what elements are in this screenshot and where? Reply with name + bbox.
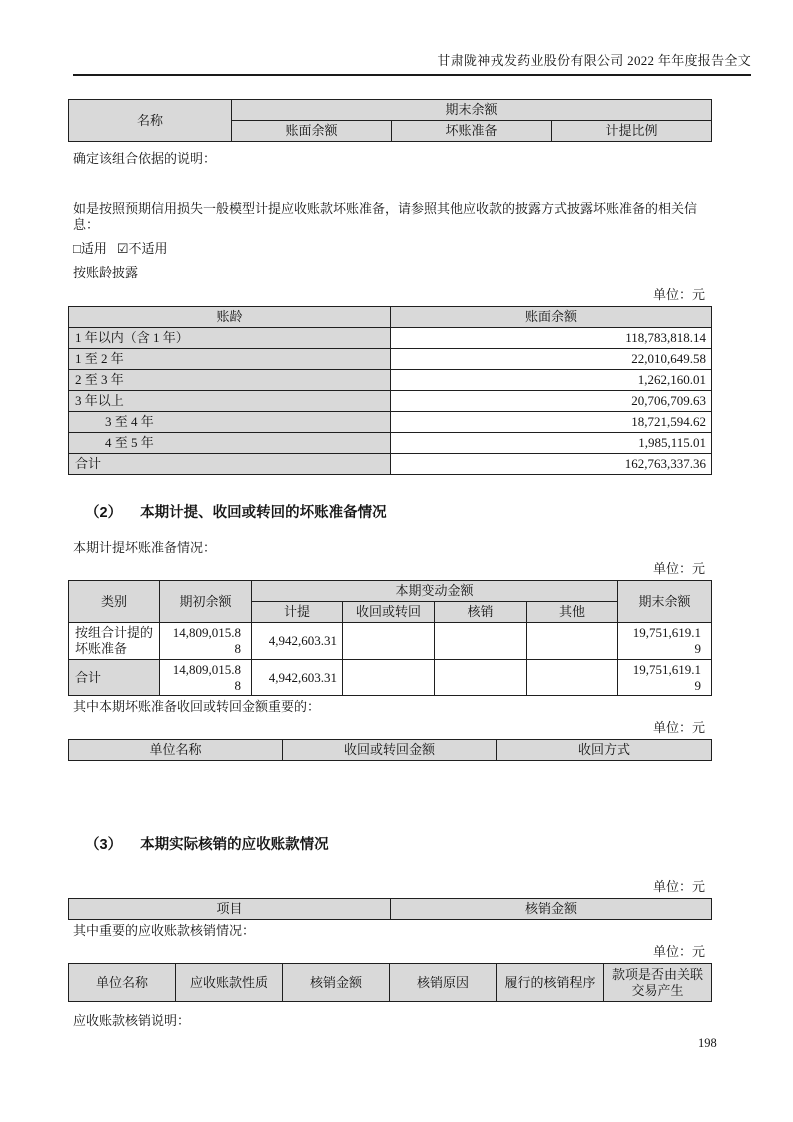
portfolio-name-header: 名称 — [69, 100, 232, 142]
aging-row — [69, 391, 712, 412]
receivable-nature-header: 应收账款性质 — [176, 964, 283, 1002]
provision-recover — [343, 623, 435, 660]
unit-label: 单位：元 — [652, 720, 705, 735]
page-content — [68, 99, 711, 1029]
aging-row-value: 22,010,649.58 — [391, 349, 712, 370]
provision-category: 按组合计提的坏账准备 — [69, 623, 160, 660]
portfolio-basis-note: 确定该组合依据的说明： — [73, 151, 217, 166]
aging-row-value: 18,721,594.62 — [391, 412, 712, 433]
aging-row-value: 1,985,115.01 — [391, 433, 712, 454]
provision-intro-note: 本期计提坏账准备情况： — [73, 540, 217, 555]
not-applicable-checkbox: ☑不适用 — [116, 241, 168, 256]
aging-row-value: 1,262,160.01 — [391, 370, 712, 391]
recovery-table — [68, 739, 712, 761]
provision-other — [527, 623, 618, 660]
provision-closing: 19,751,619.19 — [618, 623, 712, 660]
aging-row — [69, 412, 712, 433]
provision-total-accrual: 4,942,603.31 — [252, 660, 343, 696]
unit-label: 单位：元 — [652, 287, 705, 302]
aging-row-value: 20,706,709.63 — [391, 391, 712, 412]
writeoff-explanation-note: 应收账款核销说明： — [73, 1013, 191, 1028]
aging-row — [69, 349, 712, 370]
category-header: 类别 — [69, 581, 160, 623]
provision-total-opening: 14,809,015.88 — [160, 660, 252, 696]
closing-balance-header: 期末余额 — [618, 581, 712, 623]
writeoff-amount-header: 核销金额 — [391, 899, 712, 920]
aging-row-label: 3 至 4 年 — [69, 412, 391, 433]
applicability-line — [73, 241, 711, 257]
aging-total-label: 合计 — [69, 454, 391, 475]
aging-row-label: 1 年以内（含 1 年） — [69, 328, 391, 349]
important-writeoff-note: 其中重要的应收账款核销情况： — [73, 923, 256, 938]
unit-label: 单位：元 — [652, 944, 705, 959]
provision-total-recover — [343, 660, 435, 696]
unit-label: 单位：元 — [652, 561, 705, 576]
ending-balance-header: 期末余额 — [232, 100, 712, 121]
writeoff-header: 核销 — [435, 602, 527, 623]
important-writeoff-table — [68, 963, 712, 1002]
writeoff-table — [68, 898, 712, 920]
section3-title: 本期实际核销的应收账款情况 — [140, 837, 329, 853]
provision-total-other — [527, 660, 618, 696]
writeoff-procedure-header: 履行的核销程序 — [497, 964, 604, 1002]
page-number: 198 — [698, 1036, 717, 1050]
aging-row — [69, 433, 712, 454]
aging-row-label: 4 至 5 年 — [69, 433, 391, 454]
writeoff-amount-header: 核销金额 — [283, 964, 390, 1002]
provision-writeoff — [435, 623, 527, 660]
provision-total-writeoff — [435, 660, 527, 696]
section3-heading — [85, 833, 711, 854]
aging-row-label: 3 年以上 — [69, 391, 391, 412]
aging-row-value: 118,783,818.14 — [391, 328, 712, 349]
aging-total-value: 162,763,337.36 — [391, 454, 712, 475]
aging-row — [69, 328, 712, 349]
accrual-header: 计提 — [252, 602, 343, 623]
writeoff-reason-header: 核销原因 — [390, 964, 497, 1002]
aging-balance-header: 账面余额 — [391, 307, 712, 328]
aging-disclosure-label: 按账龄披露 — [73, 265, 139, 280]
entity-name-header: 单位名称 — [69, 740, 283, 761]
book-balance-header: 账面余额 — [232, 121, 392, 142]
item-header: 项目 — [69, 899, 391, 920]
recovery-note: 其中本期坏账准备收回或转回金额重要的： — [73, 699, 321, 714]
bad-debt-provision-header: 坏账准备 — [392, 121, 552, 142]
provision-total-closing: 19,751,619.19 — [618, 660, 712, 696]
section2-heading — [85, 501, 711, 522]
provision-row — [69, 623, 712, 660]
related-party-header: 款项是否由关联交易产生 — [604, 964, 712, 1002]
aging-header: 账龄 — [69, 307, 391, 328]
opening-balance-header: 期初余额 — [160, 581, 252, 623]
aging-row-label: 1 至 2 年 — [69, 349, 391, 370]
recovered-amount-header: 收回或转回金额 — [283, 740, 497, 761]
aging-row-label: 2 至 3 年 — [69, 370, 391, 391]
other-header: 其他 — [527, 602, 618, 623]
page-header — [73, 0, 751, 76]
portfolio-table — [68, 99, 712, 142]
recover-header: 收回或转回 — [343, 602, 435, 623]
provision-total-label: 合计 — [69, 660, 160, 696]
aging-row — [69, 370, 712, 391]
entity-name-header: 单位名称 — [69, 964, 176, 1002]
applicable-checkbox: □适用 — [73, 241, 107, 256]
provision-table — [68, 580, 712, 696]
report-title: 甘肃陇神戎发药业股份有限公司 2022 年年度报告全文 — [437, 53, 751, 68]
ecl-model-note: 如是按照预期信用损失一般模型计提应收账款坏账准备，请参照其他应收款的披露方式披露坏账准备的相关信息： — [73, 201, 698, 232]
provision-opening: 14,809,015.88 — [160, 623, 252, 660]
section2-title: 本期计提、收回或转回的坏账准备情况 — [140, 505, 387, 521]
aging-table — [68, 306, 712, 475]
provision-accrual: 4,942,603.31 — [252, 623, 343, 660]
unit-label: 单位：元 — [652, 879, 705, 894]
aging-total-row — [69, 454, 712, 475]
section3-number: （3） — [85, 837, 123, 853]
section2-number: （2） — [85, 505, 123, 521]
period-change-header: 本期变动金额 — [252, 581, 618, 602]
provision-ratio-header: 计提比例 — [552, 121, 712, 142]
provision-total-row — [69, 660, 712, 696]
recovery-method-header: 收回方式 — [497, 740, 712, 761]
